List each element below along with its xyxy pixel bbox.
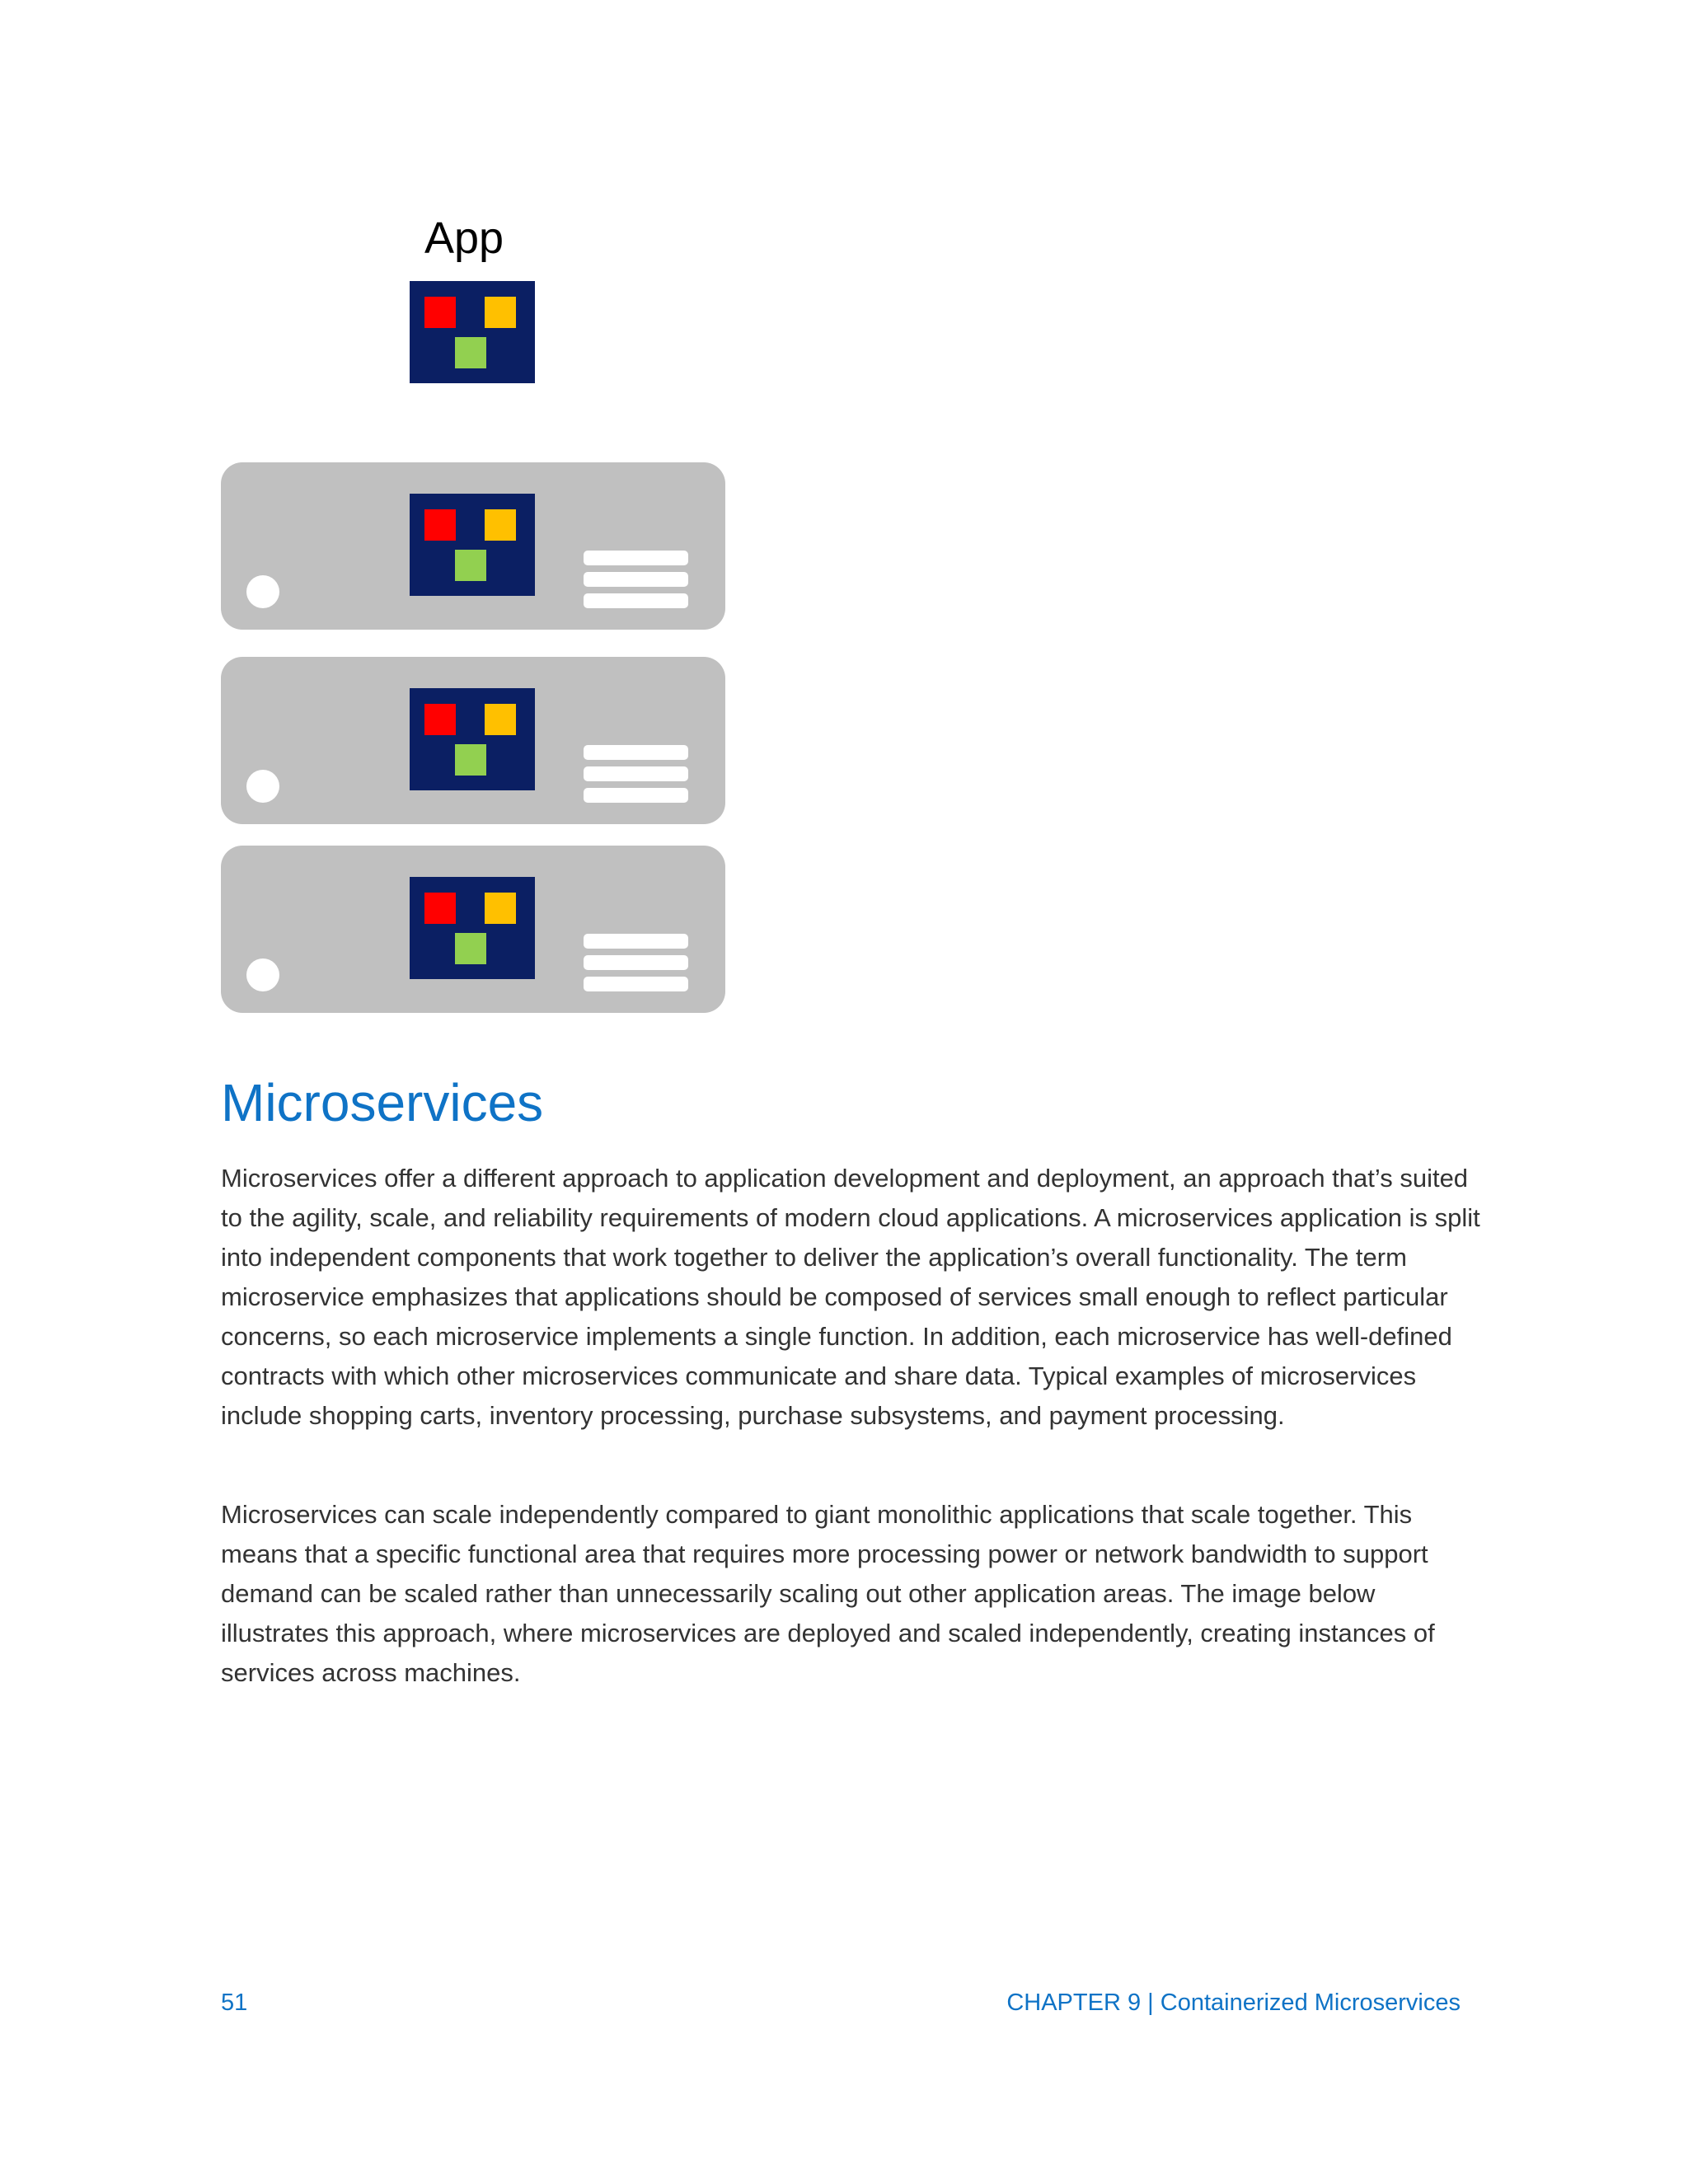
- red-square: [424, 297, 456, 328]
- server-vent-icon: [584, 955, 688, 970]
- server-vent-icon: [584, 551, 688, 565]
- server-light-icon: [246, 958, 279, 991]
- server-light-icon: [246, 575, 279, 608]
- footer-separator: |: [1147, 1990, 1154, 2016]
- body-paragraph: Microservices can scale independently compared to giant monolithic applications that scale together. This means that a specific functional area that requires more processing power or network bandwidth to support demand can be scaled rather than unnecessarily scaling out other application areas. The image below illustrates this approach, where microservices are deployed and scaled independently, creating instances of services across machines.: [221, 1500, 1435, 1687]
- chapter-label: CHAPTER 9: [1006, 1990, 1142, 2016]
- green-square: [455, 744, 486, 776]
- red-square: [424, 893, 456, 924]
- green-square: [455, 933, 486, 964]
- chapter-footer: [1006, 1990, 1461, 2017]
- server-2: [221, 657, 725, 824]
- page-number: 51: [221, 1990, 248, 2016]
- server-3: [221, 846, 725, 1013]
- server-vent-icon: [584, 788, 688, 803]
- yellow-square: [485, 704, 516, 735]
- green-square: [455, 337, 486, 368]
- app-instance-icon: [410, 688, 535, 790]
- app-icon: [410, 281, 535, 383]
- server-vent-icon: [584, 977, 688, 991]
- section-heading: Microservices: [221, 1073, 544, 1132]
- server-1: [221, 462, 725, 630]
- server-vent-icon: [584, 593, 688, 608]
- red-square: [424, 704, 456, 735]
- app-label: App: [424, 213, 504, 263]
- app-instance-icon: [410, 494, 535, 596]
- server-vent-icon: [584, 745, 688, 760]
- yellow-square: [485, 893, 516, 924]
- red-square: [424, 509, 456, 541]
- green-square: [455, 550, 486, 581]
- body-paragraph: Microservices offer a different approach to application development and deployment, an approach that’s suited to the agility, scale, and reliability requirements of modern cloud applications. A microservices application is split into independent components that work together to deliver the application’s overall functionality. The term microservice emphasizes that applications should be composed of services small enough to reflect particular concerns, so each microservice implements a single function. In addition, each microservice has well-defined contracts with which other microservices communicate and share data. Typical examples of microservices include shopping carts, inventory processing, purchase subsystems, and payment processing.: [221, 1164, 1480, 1430]
- app-instance-icon: [410, 877, 535, 979]
- server-vent-icon: [584, 934, 688, 949]
- server-light-icon: [246, 770, 279, 803]
- chapter-title: Containerized Microservices: [1160, 1990, 1461, 2016]
- yellow-square: [485, 509, 516, 541]
- yellow-square: [485, 297, 516, 328]
- server-vent-icon: [584, 572, 688, 587]
- server-vent-icon: [584, 766, 688, 781]
